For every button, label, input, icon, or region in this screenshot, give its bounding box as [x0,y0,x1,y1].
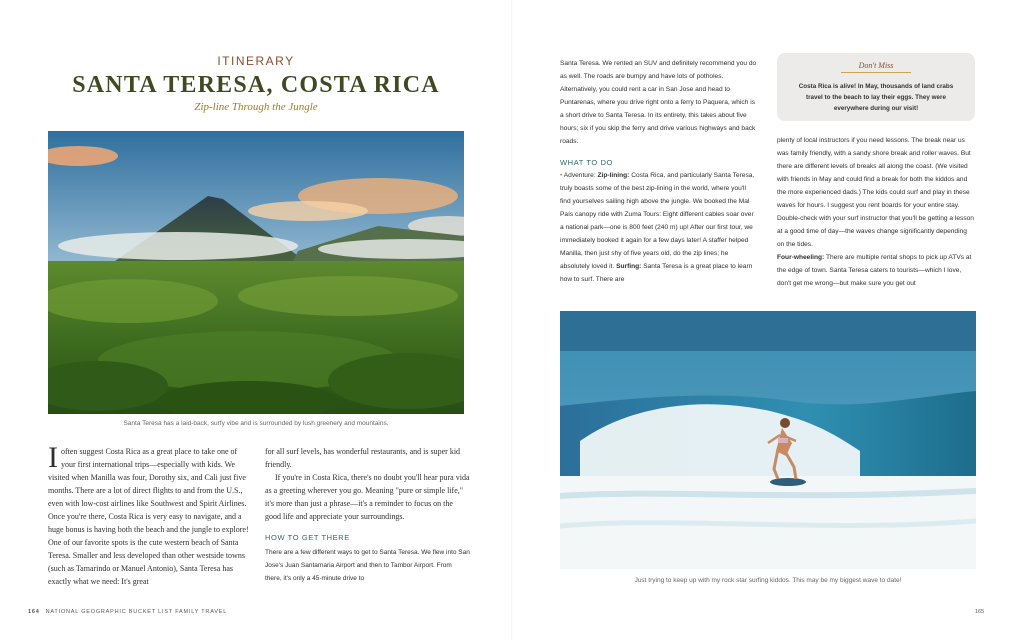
body-column-2 [265,445,470,585]
body-paragraph: There are a few different ways to get to Santa Teresa. We flew into San Jose's Juan Santamaria Airport and then to Tambor Airport. From there, it's only a 45-minute drive to [265,549,470,582]
volcano-photo [48,131,464,414]
bullet: • [560,172,563,179]
page-title: SANTA TERESA, COSTA RICA [72,72,440,98]
dont-miss-sidebar [777,53,975,121]
body-column-4 [777,134,975,290]
zip-lining-label: Zip-lining: [597,172,630,179]
section-heading-how: HOW TO GET THERE [265,533,350,542]
category-label: Adventure: [563,172,596,179]
sidebar-text: Costa Rica is alive! In May, thousands of land crabs travel to the beach to lay their eggs. They were everywhere during our visit! [798,83,954,112]
surfing-photo [560,311,976,569]
body-column-3 [560,57,758,286]
body-paragraph: If you're in Costa Rica, there's no doubt you'll hear pura vida as a greeting wherever you go. Meaning "pure or simple life," it's more than just a phrase—it's a reminder to focus on the good life and appreciate your surroundings. [265,473,470,521]
page-number-right: 165 [975,609,985,615]
body-paragraph: plenty of local instructors if you need lessons. The break near us was family friendly, with a sandy shore break and roller waves. But there are different levels of breaks all along the coast. (We visited with friends in May and could find a break for both the kiddos and the more experienced dads.) The kids could surf and play in these waves for hours. I suggest you rent boards for your entire stay. Double-check with your surf instructor that you'll be getting a lesson at a good time of day—the waves change significantly depending on the tides. [777,137,974,248]
drop-cap: I [48,441,58,474]
body-paragraph: Santa Teresa. We rented an SUV and definitely recommend you do as well. The roads are bumpy and have lots of potholes. Alternatively, you could rent a car in San Jose and head to Puntarenas, where you drive right onto a ferry to Paquera, which is a short drive to Santa Teresa. In its entirety, this takes about five hours; six if you skip the ferry and drive various highways and back roads. [560,60,757,145]
page-subtitle: Zip-line Through the Jungle [194,101,318,113]
four-wheeling-label: Four-wheeling: [777,254,825,261]
body-paragraph: Santa Teresa is a great place to learn how to surf. There are [560,263,753,283]
section-heading-what: WHAT TO DO [560,158,613,167]
photo-caption-surf: Just trying to keep up with my rock star surfing kiddos. This may be my biggest wave to date! [634,577,902,584]
body-paragraph: often suggest Costa Rica as a great place to take one of your first international trips—especially with kids. We visited when Manilla was four, Dorothy six, and Cali just five months. There are a lot of direct flights to and from the U.S., even with low-cost airlines like Southwest and Spirit Airlines. Once you're there, Costa Rica is very easy to navigate, and a huge bonus is having both the beach and the jungle to explore! One of our favorite spots is the cute western beach of Santa Teresa. Smaller and less developed than other westside towns (such as Tamarindo or Manuel Antonio), Santa Teresa has exactly what we need: It's great [48,447,249,586]
body-paragraph: for all surf levels, has wonderful restaurants, and is super kid friendly. [265,447,461,469]
section-kicker: ITINERARY [217,54,295,68]
body-paragraph: There are multiple rental shops to pick up ATVs at the edge of town. Santa Teresa caters to tourists—which I love, don't get me wrong—but make sure you get out [777,254,972,287]
folio-left [28,609,227,615]
sidebar-heading: Don't Miss [858,61,894,70]
surfing-label: Surfing: [616,263,642,270]
sidebar-rule [841,72,911,73]
body-paragraph: Costa Rica, and particularly Santa Teresa, truly boasts some of the best zip-lining in the world, where you'll find yourselves sailing high above the jungle. We booked the Mal País canopy ride with Zuma Tours: Eight different cables soar over a national park—one is 800 feet (240 m) up! After our first tour, we immediately booked it again for a few days later! A staffer helped Manilla, then just shy of five years old, do the zip lines; he absolutely loved it. [560,172,755,270]
page-number: 164 [28,609,40,615]
running-footer: NATIONAL GEOGRAPHIC BUCKET LIST FAMILY TRAVEL [45,609,228,615]
photo-caption: Santa Teresa has a laid-back, surfy vibe and is surrounded by lush greenery and mountains. [123,420,389,427]
body-column-1 [48,441,253,588]
